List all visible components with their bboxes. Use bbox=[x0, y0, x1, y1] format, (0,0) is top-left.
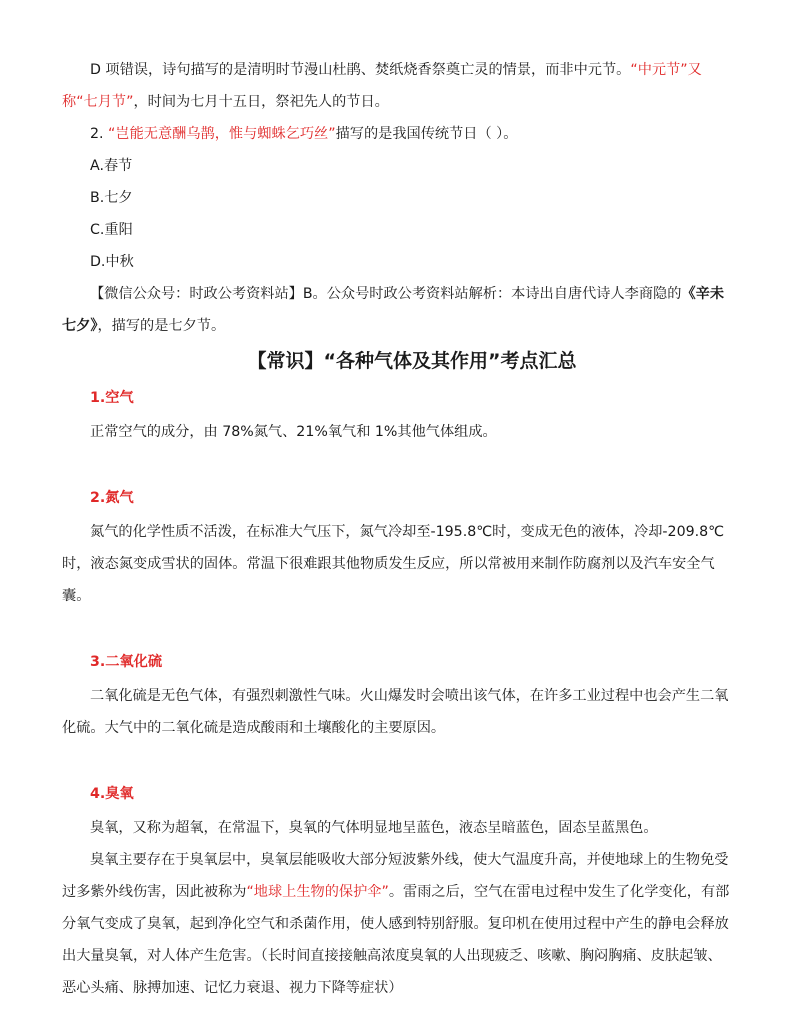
spacer bbox=[62, 448, 734, 478]
spacer bbox=[62, 744, 734, 774]
question-2-text: 描写的是我国传统节日（ ）。 bbox=[335, 126, 518, 142]
explanation-d-tail: ，时间为七月十五日，祭祀先人的节日。 bbox=[133, 94, 389, 110]
spacer bbox=[62, 612, 734, 642]
answer-prefix: 【微信公众号：时政公考资料站】B。公众号时政公考资料站解析：本诗出自唐代诗人李商隐的 bbox=[90, 286, 682, 302]
option-a: A.春节 bbox=[90, 158, 133, 174]
heading-nitrogen: 2.氮气 bbox=[90, 490, 134, 506]
explanation-d-highlight: “中元节”又称“七月节” bbox=[62, 62, 702, 110]
question-2 bbox=[62, 118, 734, 150]
answer-poem-title: 《辛未七夕》 bbox=[62, 286, 725, 334]
air-paragraph: 正常空气的成分，由 78%氮气、21%氧气和 1%其他气体组成。 bbox=[90, 424, 497, 440]
nitrogen-paragraph: 氮气的化学性质不活泼，在标准大气压下，氮气冷却至-195.8℃时，变成无色的液体，冷却-209.8℃时，液态氮变成雪状的固体。常温下很难跟其他物质发生反应，所以常被用来制作防腐剂以及汽车安全气囊。 bbox=[62, 524, 725, 604]
question-2-number: 2. bbox=[90, 126, 109, 142]
ozone-highlight: “地球上生物的保护伞” bbox=[246, 884, 389, 900]
heading-ozone: 4.臭氧 bbox=[90, 786, 134, 802]
section-title: 【常识】“各种气体及其作用”考点汇总 bbox=[247, 350, 577, 372]
answer-paragraph bbox=[62, 278, 734, 342]
explanation-d-paragraph bbox=[62, 54, 734, 118]
ozone-paragraph-2 bbox=[62, 844, 734, 1004]
option-c: C.重阳 bbox=[90, 222, 133, 238]
answer-suffix: ，描写的是七夕节。 bbox=[97, 318, 226, 334]
explanation-d-text: D 项错误，诗句描写的是清明时节漫山杜鹃、焚纸烧香祭奠亡灵的情景，而非中元节。 bbox=[90, 62, 631, 78]
option-b: B.七夕 bbox=[90, 190, 133, 206]
ozone-text-pre: 臭氧主要存在于臭氧层中，臭氧层能吸收大部分短波紫外线，使大气温度升高，并使地球上的生物免受过多紫外线伤害，因此被称为 bbox=[62, 852, 729, 900]
ozone-text-post: 。雷雨之后，空气在雷电过程中发生了化学变化，有部分氧气变成了臭氧，起到净化空气和杀菌作用，使人感到特别舒服。复印机在使用过程中产生的静电会释放出大量臭氧，对人体产生危害。（长时间直接接触高浓度臭氧的人出现疲乏、咳嗽、胸闷胸痛、皮肤起皱、恶心头痛、脉搏加速、记忆力衰退、视力下降等症状） bbox=[62, 884, 730, 996]
heading-air: 1.空气 bbox=[90, 390, 134, 406]
heading-sulfur-dioxide: 3.二氧化硫 bbox=[90, 654, 163, 670]
question-2-quote: “岂能无意酬乌鹊，惟与蜘蛛乞巧丝” bbox=[108, 126, 336, 142]
sulfur-dioxide-paragraph: 二氧化硫是无色气体，有强烈刺激性气味。火山爆发时会喷出该气体，在许多工业过程中也会产生二氧化硫。大气中的二氧化硫是造成酸雨和土壤酸化的主要原因。 bbox=[62, 688, 729, 736]
ozone-paragraph-1: 臭氧，又称为超氧，在常温下，臭氧的气体明显地呈蓝色，液态呈暗蓝色，固态呈蓝黑色。 bbox=[90, 820, 658, 836]
option-d: D.中秋 bbox=[90, 254, 134, 270]
